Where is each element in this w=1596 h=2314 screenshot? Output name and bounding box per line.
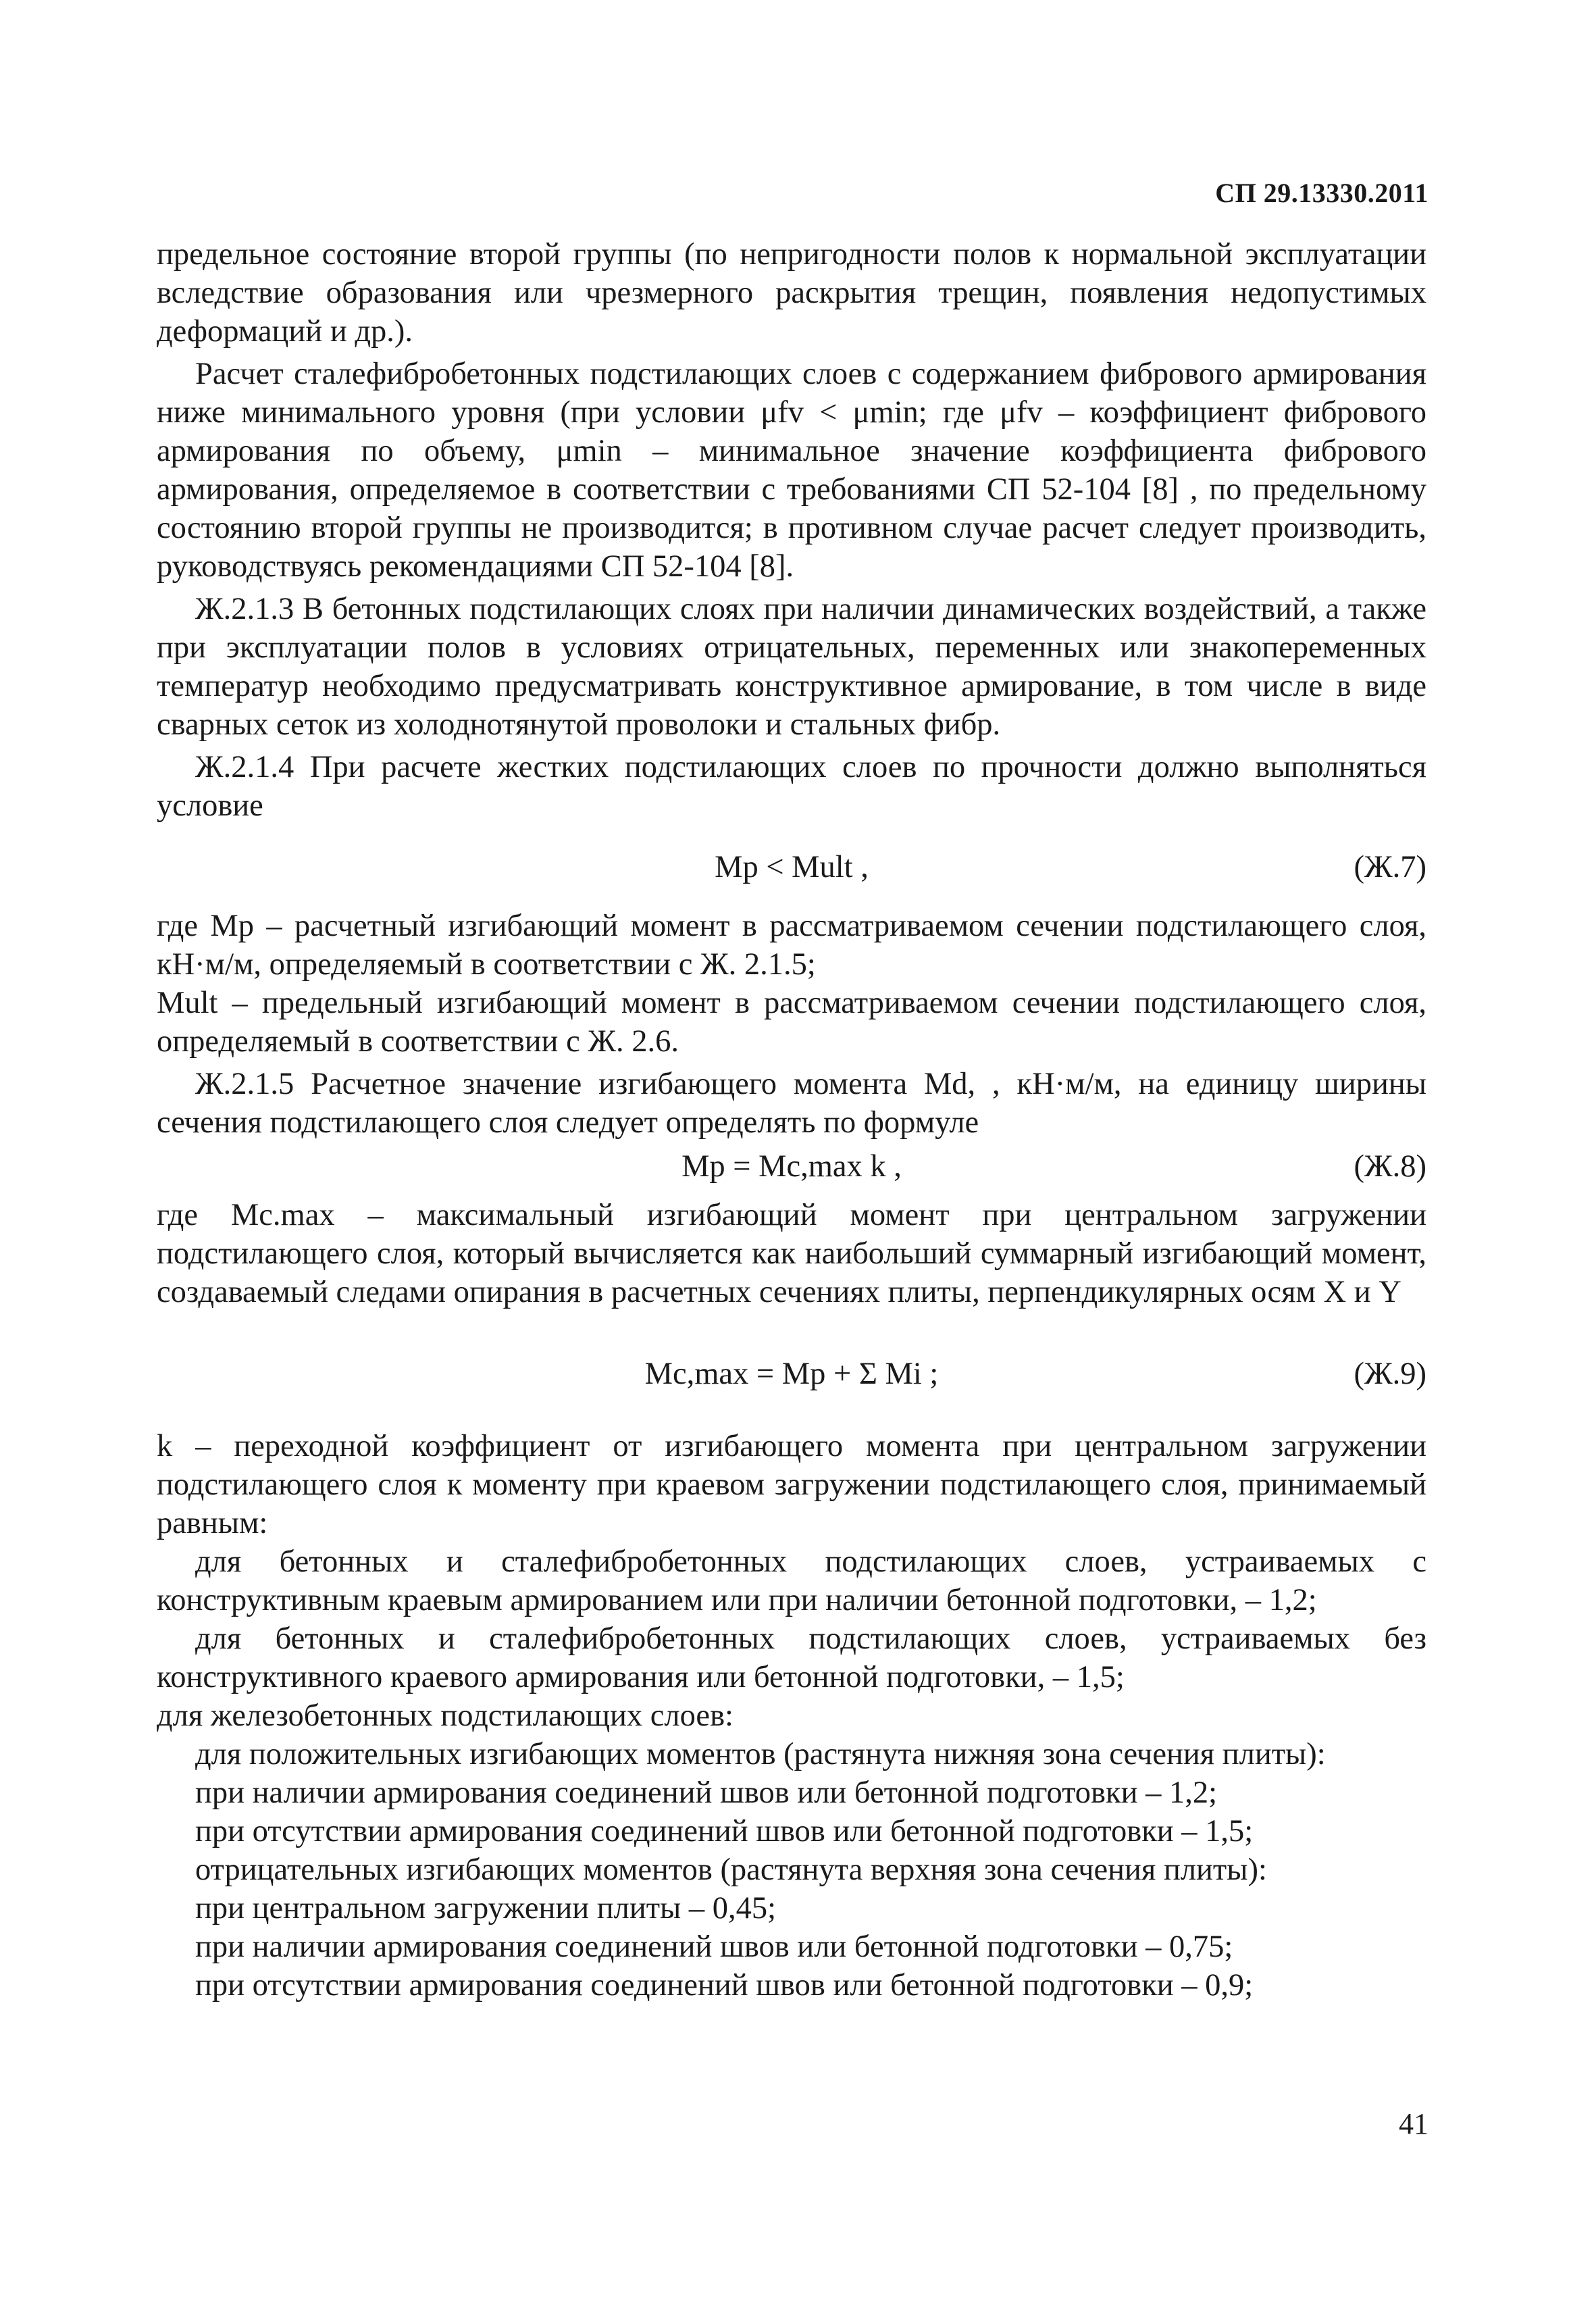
formula-zh-8 [157,1142,1426,1196]
formula-zh-7 [157,829,1426,907]
page-body [157,235,1426,2005]
paragraph-mcmax-definition: где Mc.max – максимальный изгибающий момент при центральном загружении подстилающего слоя, который вычисляется как наибольший суммарный изгибающий момент, создаваемый следами опирания в расчетных сечениях плиты, перпендикулярных осям X и Y [157,1198,1426,1309]
paragraph-k-concrete-reinforced: для бетонных и сталефибробетонных подстилающих слоев, устраиваемых с конструктивным краевым армированием или при наличии бетонной подготовки, – 1,2; [157,1544,1426,1617]
list-item: при отсутствии армирования соединений швов или бетонной подготовки – 1,5; [195,1814,1254,1848]
document-code: СП 29.13330.2011 [1215,178,1428,208]
list-item: при наличии армирования соединений швов или бетонной подготовки – 0,75; [195,1930,1233,1964]
formula-zh-8-expression: Mp = Mc,max k , [681,1149,902,1184]
paragraph-mp-definition: где Mp – расчетный изгибающий момент в рассматриваемом сечении подстилающего слоя, кН·м/м, определяемый в соответствии с Ж. 2.1.5; [157,909,1426,982]
paragraph-zh-2-1-4: Ж.2.1.4 При расчете жестких подстилающих слоев по прочности должно выполняться условие [157,750,1426,823]
formula-zh-8-number: (Ж.8) [1354,1149,1426,1184]
formula-zh-9-expression [157,1355,1426,1393]
list-item: при центральном загружении плиты – 0,45; [195,1891,777,1926]
list-item: для положительных изгибающих моментов (растянута нижняя зона сечения плиты): [195,1737,1326,1771]
list-item: при наличии армирования соединений швов или бетонной подготовки – 1,2; [195,1776,1218,1810]
formula-zh-9-text: Mc,max = Mp + Σ Mi ; [644,1357,939,1391]
page-number: 41 [1399,2107,1428,2140]
formula-zh-7-number: (Ж.7) [1354,850,1426,884]
paragraph-zh-2-1-3: Ж.2.1.3 В бетонных подстилающих слоях при наличии динамических воздействий, а также при эксплуатации полов в условиях отрицательных, переменных или знакопеременных температур необходимо предусматривать конструктивное армирование, в том числе в виде сварных сеток из холоднотянутой проволоки и стальных фибр. [157,592,1426,742]
paragraph-continuation: предельное состояние второй группы (по непригодности полов к нормальной эксплуатации вследствие образования или чрезмерного раскрытия трещин, появления недопустимых деформаций и др.). [157,237,1426,349]
formula-zh-9-number: (Ж.9) [1354,1357,1426,1391]
formula-zh-9 [157,1315,1426,1427]
paragraph-k-definition: k – переходной коэффициент от изгибающего момента при центральном загружении подстилающего слоя к моменту при краевом загружении подстилающего слоя, принимаемый равным: [157,1429,1426,1540]
paragraph-k-concrete-unreinforced: для бетонных и сталефибробетонных подстилающих слоев, устраиваемых без конструктивного краевого армирования или бетонной подготовки, – 1,5; [157,1621,1426,1694]
list-item: при отсутствии армирования соединений швов или бетонной подготовки – 0,9; [195,1968,1254,2003]
paragraph-steel-fiber: Расчет сталефибробетонных подстилающих слоев с содержанием фибрового армирования ниже минимального уровня (при условии μfv < μmin; где μfv – коэффициент фибрового армирования по объему, μmin – минимальное значение коэффициента фибрового армирования, определяемое в соответствии с требованиями СП 52-104 [8] , по предельному состоянию второй группы не производится; в противном случае расчет следует производить, руководствуясь рекомендациями СП 52-104 [8]. [157,357,1426,584]
paragraph-mult-definition: Mult – предельный изгибающий момент в рассматриваемом сечении подстилающего слоя, определяемый в соответствии с Ж. 2.6. [157,986,1426,1059]
paragraph-reinforced-concrete: для железобетонных подстилающих слоев: [157,1699,733,1733]
list-item: отрицательных изгибающих моментов (растянута верхняя зона сечения плиты): [195,1853,1267,1887]
paragraph-zh-2-1-5: Ж.2.1.5 Расчетное значение изгибающего момента Md, , кН·м/м, на единицу ширины сечения подстилающего слоя следует определять по формуле [157,1067,1426,1140]
formula-zh-7-expression: Mp < Mult , [715,850,869,884]
